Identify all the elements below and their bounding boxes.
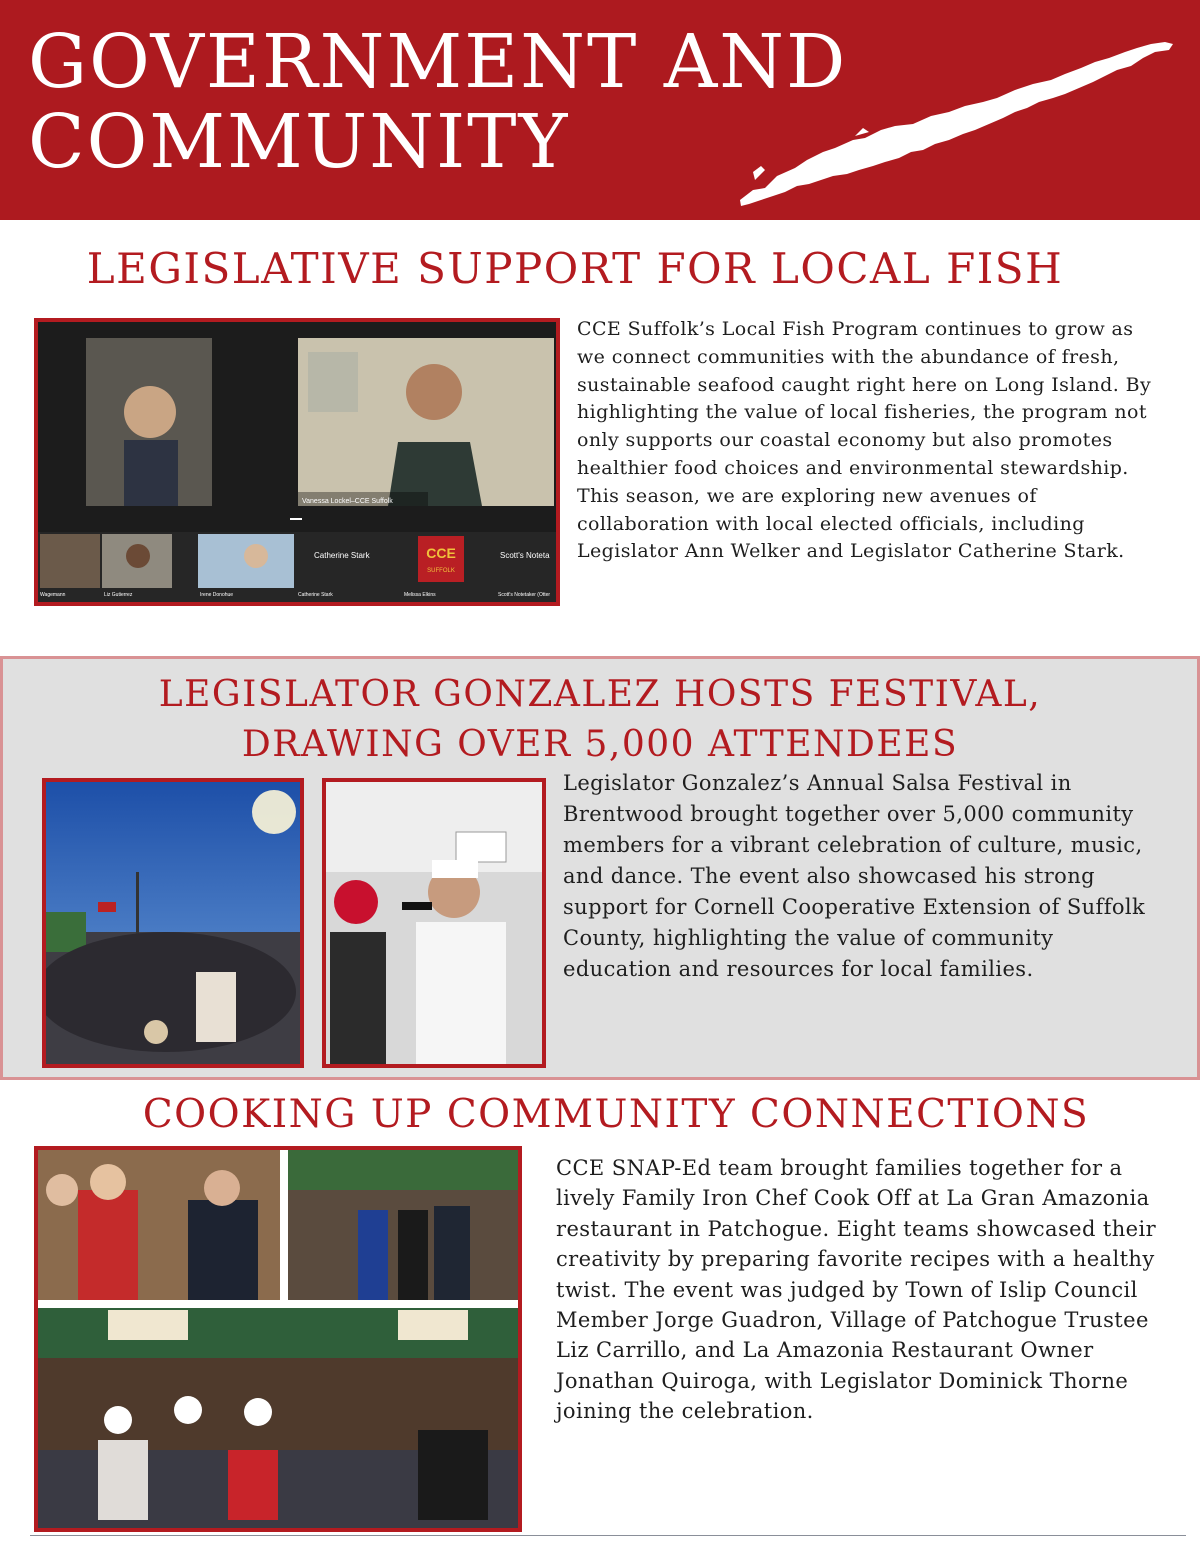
page-title	[28, 19, 848, 185]
section-title-festival	[0, 670, 1200, 770]
tile-label: Melissa Elkins	[404, 592, 436, 598]
tile-label: Catherine Stark	[298, 592, 333, 598]
section-title-local-fish: LEGISLATIVE SUPPORT FOR LOCAL FISH	[86, 244, 1064, 293]
tile-label: Liz Gutierrez	[104, 592, 133, 598]
logo-text-top: CCE	[426, 545, 456, 561]
header-banner	[0, 0, 1200, 220]
main-speaker-name: Vanessa Lockel–CCE Suffolk	[302, 498, 393, 505]
video-call-screenshot	[34, 318, 560, 606]
section-title-cooking: COOKING UP COMMUNITY CONNECTIONS	[142, 1092, 1090, 1137]
section-body-local-fish: CCE Suffolk’s Local Fish Program continues to grow as we connect communities with the abundance of fresh, sustainable seafood caught right here on Long Island. By highlighting the value of local fisheries, the program not only supports our coastal economy but also promotes healthier food choices and environmental stewardship. This season, we are exploring new avenues of collaboration with local elected officials, including Legislator Ann Welker and Legislator Catherine Stark.	[577, 318, 1152, 563]
section-title-festival-line2: DRAWING OVER 5,000 ATTENDEES	[241, 724, 959, 765]
logo-text-bottom: SUFFOLK	[427, 568, 455, 574]
tile-header-stark: Catherine Stark	[314, 551, 370, 560]
section-body-festival: Legislator Gonzalez’s Annual Salsa Festival in Brentwood brought together over 5,000 community members for a vibrant celebration of culture, music, and dance. The event also showcased his strong support for Cornell Cooperative Extension of Suffolk County, highlighting the value of community education and resources for local families.	[563, 771, 1146, 981]
tile-label: Wagemann	[40, 592, 66, 598]
festival-speaker-photo	[322, 778, 546, 1068]
tile-header-notetaker: Scott's Noteta	[500, 551, 550, 560]
festival-crowd-photo	[42, 778, 304, 1068]
bottom-divider	[30, 1535, 1186, 1536]
page-title-line2: COMMUNITY	[28, 99, 570, 185]
cooking-event-collage	[34, 1146, 522, 1532]
section-title-festival-line1: LEGISLATOR GONZALEZ HOSTS FESTIVAL,	[158, 674, 1042, 715]
tile-label: Scott's Notetaker (Otter	[498, 592, 551, 598]
long-island-map-icon	[735, 40, 1175, 215]
tile-label: Irene Donohue	[200, 592, 234, 598]
page-title-line1: GOVERNMENT AND	[28, 19, 848, 105]
section-body-cooking: CCE SNAP-Ed team brought families together for a lively Family Iron Chef Cook Off at La Gran Amazonia restaurant in Patchogue. Eight teams showcased their creativity by preparing favorite recipes with a healthy twist. The event was judged by Town of Islip Council Member Jorge Guadron, Village of Patchogue Trustee Liz Carrillo, and La Amazonia Restaurant Owner Jonathan Quiroga, with Legislator Dominick Thorne joining the celebration.	[556, 1156, 1157, 1424]
